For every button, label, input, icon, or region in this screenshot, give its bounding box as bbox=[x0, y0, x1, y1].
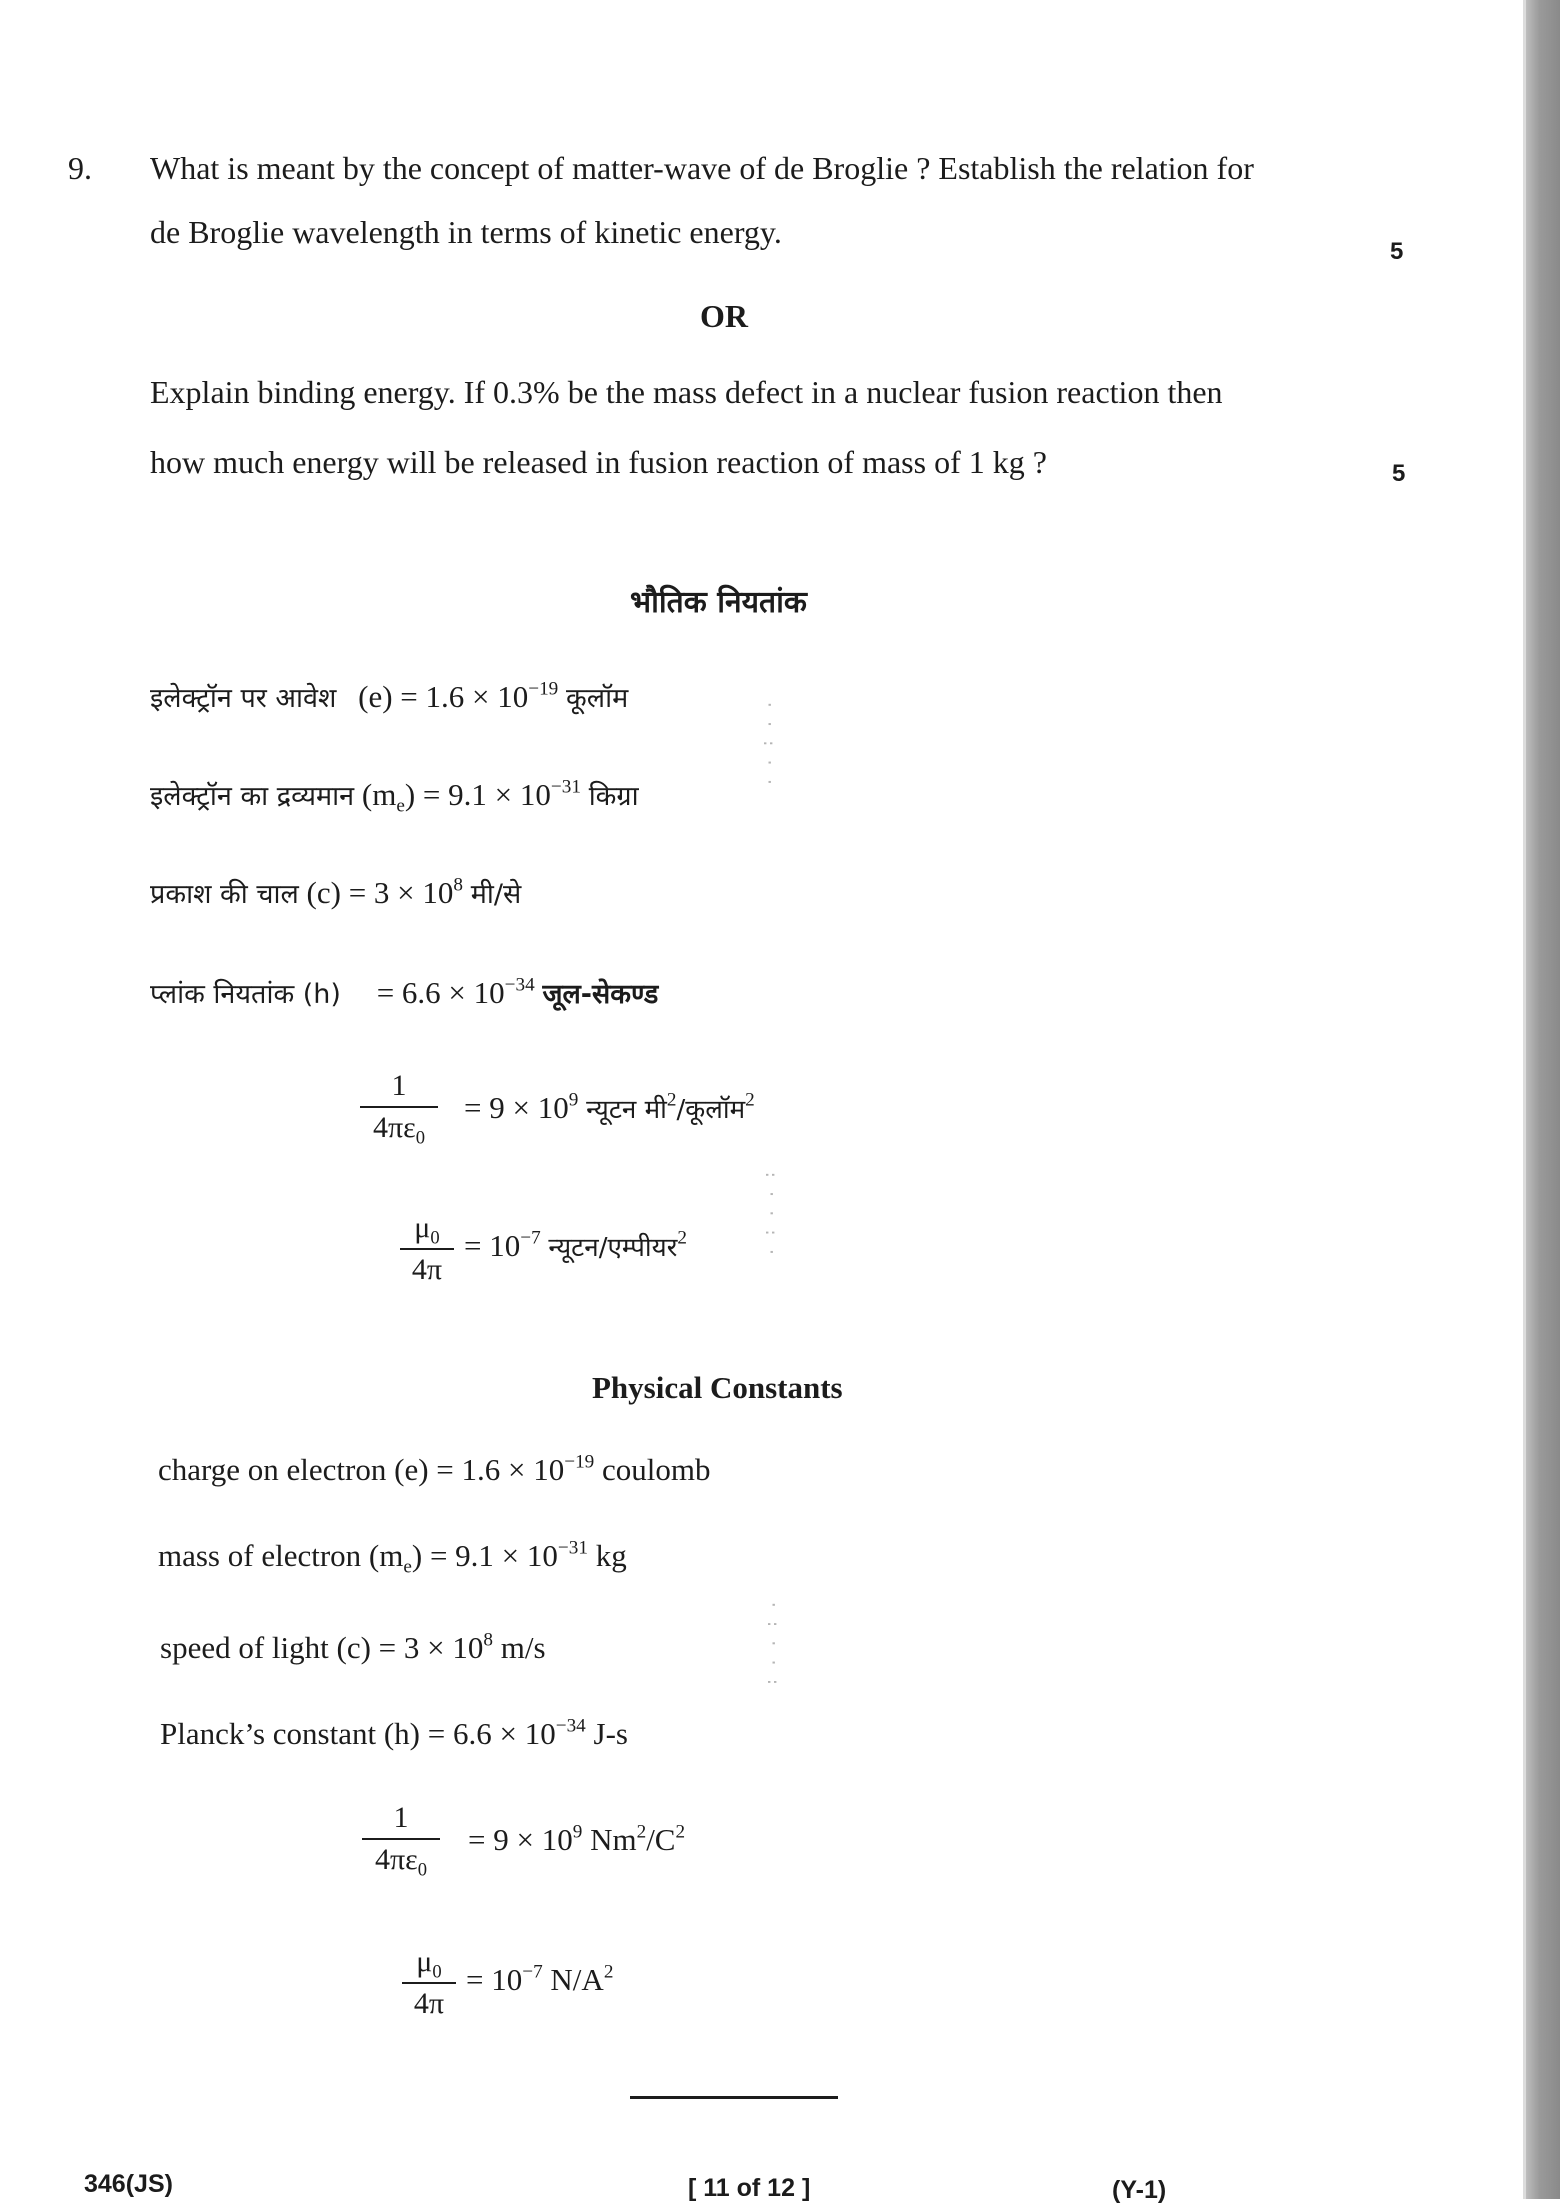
hindi-mass-row bbox=[150, 776, 639, 817]
fraction-bar bbox=[362, 1838, 440, 1840]
hindi-mass-value: ) = 9.1 × 10 bbox=[404, 777, 551, 812]
hindi-coulomb-exponent: 9 bbox=[568, 1089, 579, 1111]
hindi-coulomb-unit: न्यूटन मी bbox=[586, 1095, 667, 1125]
english-coulomb-unit-2: /C bbox=[646, 1822, 676, 1857]
hindi-mass-symbol: (m bbox=[361, 777, 397, 812]
hindi-mu-unit: न्यूटन/एम्पीयर bbox=[548, 1233, 678, 1263]
english-charge-unit: coulomb bbox=[602, 1452, 711, 1487]
question-marks: 5 bbox=[1390, 238, 1404, 265]
english-planck-exponent: −34 bbox=[555, 1715, 586, 1737]
question-line-2: de Broglie wavelength in terms of kinetic energy. bbox=[150, 214, 782, 250]
page-number: [ 11 of 12 ] bbox=[688, 2174, 811, 2202]
english-planck-row bbox=[160, 1716, 628, 1752]
hindi-charge-unit: कूलॉम bbox=[566, 683, 629, 714]
hindi-mass-exponent: −31 bbox=[550, 776, 581, 798]
english-mass-text: mass of electron (m bbox=[158, 1538, 404, 1573]
hindi-coulomb-value: = 9 × 10 bbox=[464, 1090, 569, 1125]
hindi-charge-label: इलेक्ट्रॉन पर आवेश bbox=[150, 683, 337, 714]
english-charge-exponent: −19 bbox=[564, 1451, 595, 1473]
hindi-mass-subscript: e bbox=[396, 795, 405, 817]
english-charge-text: charge on electron (e) = 1.6 × 10 bbox=[158, 1452, 565, 1487]
english-coulomb-exponent: 9 bbox=[572, 1821, 583, 1843]
hindi-coulomb-unit-2-exp: 2 bbox=[745, 1089, 755, 1111]
english-planck-unit: J-s bbox=[593, 1716, 628, 1751]
hindi-mu-unit-exp: 2 bbox=[677, 1227, 687, 1249]
english-coulomb-unit-2-exp: 2 bbox=[675, 1821, 686, 1843]
hindi-mu-fraction bbox=[400, 1210, 454, 1288]
english-coulomb-unit-exp: 2 bbox=[636, 1821, 647, 1843]
english-planck-text: Planck’s constant (h) = 6.6 × 10 bbox=[160, 1716, 556, 1751]
english-mass-exponent: −31 bbox=[557, 1537, 588, 1559]
english-coulomb-unit: Nm bbox=[590, 1822, 637, 1857]
english-coulomb-value-row bbox=[468, 1822, 685, 1858]
hindi-coulomb-fraction bbox=[360, 1068, 438, 1149]
hindi-light-value: (c) = 3 × 10 bbox=[306, 875, 454, 910]
hindi-mass-label: इलेक्ट्रॉन का द्रव्यमान bbox=[150, 781, 355, 812]
hindi-coulomb-denominator-sub: 0 bbox=[415, 1127, 426, 1149]
hindi-mu-numerator-sub: 0 bbox=[430, 1227, 440, 1249]
english-mu-value: = 10 bbox=[466, 1962, 523, 1997]
question-line-1: What is meant by the concept of matter-wave of de Broglie ? Establish the relation for bbox=[150, 150, 1254, 186]
hindi-mu-value-row bbox=[464, 1228, 687, 1264]
hindi-planck-label: प्लांक नियतांक (h) bbox=[150, 979, 341, 1010]
scan-edge-shadow bbox=[1526, 0, 1560, 2199]
hindi-planck-row bbox=[150, 974, 658, 1011]
english-coulomb-denominator: 4πε bbox=[374, 1843, 418, 1876]
english-constants-heading: Physical Constants bbox=[592, 1370, 843, 1405]
hindi-light-exponent: 8 bbox=[453, 874, 464, 896]
alt-question-line-2: how much energy will be released in fusion reaction of mass of 1 kg ? bbox=[150, 444, 1047, 480]
english-mu-unit: N/A bbox=[550, 1962, 604, 1997]
hindi-light-label: प्रकाश की चाल bbox=[150, 879, 299, 910]
hindi-mu-exponent: −7 bbox=[520, 1227, 541, 1249]
paper-set: (Y-1) bbox=[1112, 2176, 1167, 2204]
english-mass-unit: kg bbox=[595, 1538, 627, 1573]
scanner-mark: · · : · · bbox=[760, 700, 779, 787]
hindi-coulomb-unit-2: /कूलॉम bbox=[676, 1095, 746, 1125]
hindi-constants-heading: भौतिक नियतांक bbox=[630, 585, 807, 620]
paper-code: 346(JS) bbox=[84, 2170, 173, 2198]
english-mu-fraction bbox=[402, 1944, 456, 2022]
fraction-bar bbox=[402, 1982, 456, 1984]
hindi-mu-numerator: μ bbox=[414, 1211, 431, 1244]
hindi-coulomb-denominator: 4πε bbox=[372, 1111, 416, 1144]
english-light-unit: m/s bbox=[500, 1630, 546, 1665]
or-label: OR bbox=[700, 298, 748, 334]
english-coulomb-value: = 9 × 10 bbox=[468, 1822, 573, 1857]
english-light-text: speed of light (c) = 3 × 10 bbox=[160, 1630, 484, 1665]
english-mu-value-row bbox=[466, 1962, 613, 1998]
question-number: 9. bbox=[68, 150, 92, 186]
scanner-mark: : · · : · bbox=[762, 1170, 781, 1257]
hindi-charge-exponent: −19 bbox=[528, 678, 559, 700]
alt-question-line-1: Explain binding energy. If 0.3% be the mass defect in a nuclear fusion reaction then bbox=[150, 374, 1223, 410]
fraction-bar bbox=[400, 1248, 454, 1250]
hindi-coulomb-value-row bbox=[464, 1090, 755, 1126]
english-coulomb-numerator: 1 bbox=[393, 1801, 409, 1834]
hindi-coulomb-numerator: 1 bbox=[391, 1069, 407, 1102]
hindi-planck-unit: जूल-सेकण्ड bbox=[542, 979, 659, 1010]
english-mu-unit-exp: 2 bbox=[603, 1961, 614, 1983]
english-coulomb-fraction bbox=[362, 1800, 440, 1881]
english-mass-subscript: e bbox=[403, 1556, 412, 1578]
fraction-bar bbox=[360, 1106, 438, 1108]
hindi-light-row bbox=[150, 874, 521, 911]
english-coulomb-denominator-sub: 0 bbox=[417, 1859, 428, 1881]
english-mu-numerator: μ bbox=[416, 1945, 433, 1978]
english-mu-exponent: −7 bbox=[522, 1961, 543, 1983]
english-mass-value: ) = 9.1 × 10 bbox=[411, 1538, 558, 1573]
hindi-mu-value: = 10 bbox=[464, 1228, 521, 1263]
hindi-planck-exponent: −34 bbox=[504, 974, 535, 996]
english-mass-row bbox=[158, 1537, 627, 1578]
english-light-row bbox=[160, 1630, 546, 1666]
hindi-mass-unit: किग्रा bbox=[588, 781, 639, 812]
hindi-charge-row bbox=[150, 678, 628, 715]
english-light-exponent: 8 bbox=[483, 1629, 493, 1651]
hindi-mu-denominator: 4π bbox=[411, 1253, 443, 1286]
english-mu-denominator: 4π bbox=[413, 1987, 445, 2020]
english-charge-row bbox=[158, 1452, 711, 1488]
end-of-paper-rule bbox=[630, 2096, 838, 2099]
english-mu-numerator-sub: 0 bbox=[432, 1961, 442, 1983]
hindi-planck-value: = 6.6 × 10 bbox=[376, 975, 505, 1010]
hindi-coulomb-unit-exp: 2 bbox=[666, 1089, 677, 1111]
scanner-mark: · : · · : bbox=[764, 1600, 783, 1687]
alt-question-marks: 5 bbox=[1392, 460, 1406, 487]
hindi-light-unit: मी/से bbox=[470, 879, 522, 910]
hindi-charge-value: (e) = 1.6 × 10 bbox=[358, 679, 529, 714]
